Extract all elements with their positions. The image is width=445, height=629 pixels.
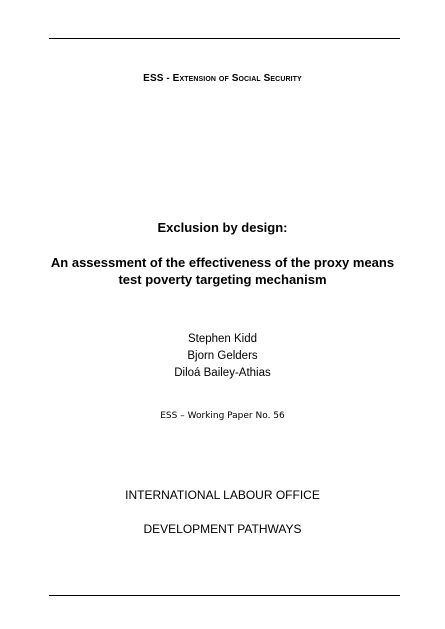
- top-rule: [49, 38, 400, 39]
- author-2: Bjorn Gelders: [187, 350, 258, 362]
- organization-ilo: INTERNATIONAL LABOUR OFFICE: [125, 488, 320, 502]
- author-3: Diloá Bailey-Athias: [174, 367, 271, 379]
- document-subtitle-line1: An assessment of the effectiveness of the proxy means: [50, 255, 395, 270]
- organization-development-pathways: DEVELOPMENT PATHWAYS: [143, 522, 302, 536]
- document-title: Exclusion by design:: [157, 220, 288, 235]
- bottom-rule: [49, 595, 400, 596]
- document-subtitle-line2: test poverty targeting mechanism: [118, 272, 327, 287]
- author-1: Stephen Kidd: [187, 333, 258, 345]
- series-title: Extension of Social Security: [172, 73, 302, 84]
- working-paper-number: ESS – Working Paper No. 56: [160, 411, 285, 421]
- series-heading: [0, 73, 445, 84]
- series-prefix: ESS -: [143, 73, 173, 84]
